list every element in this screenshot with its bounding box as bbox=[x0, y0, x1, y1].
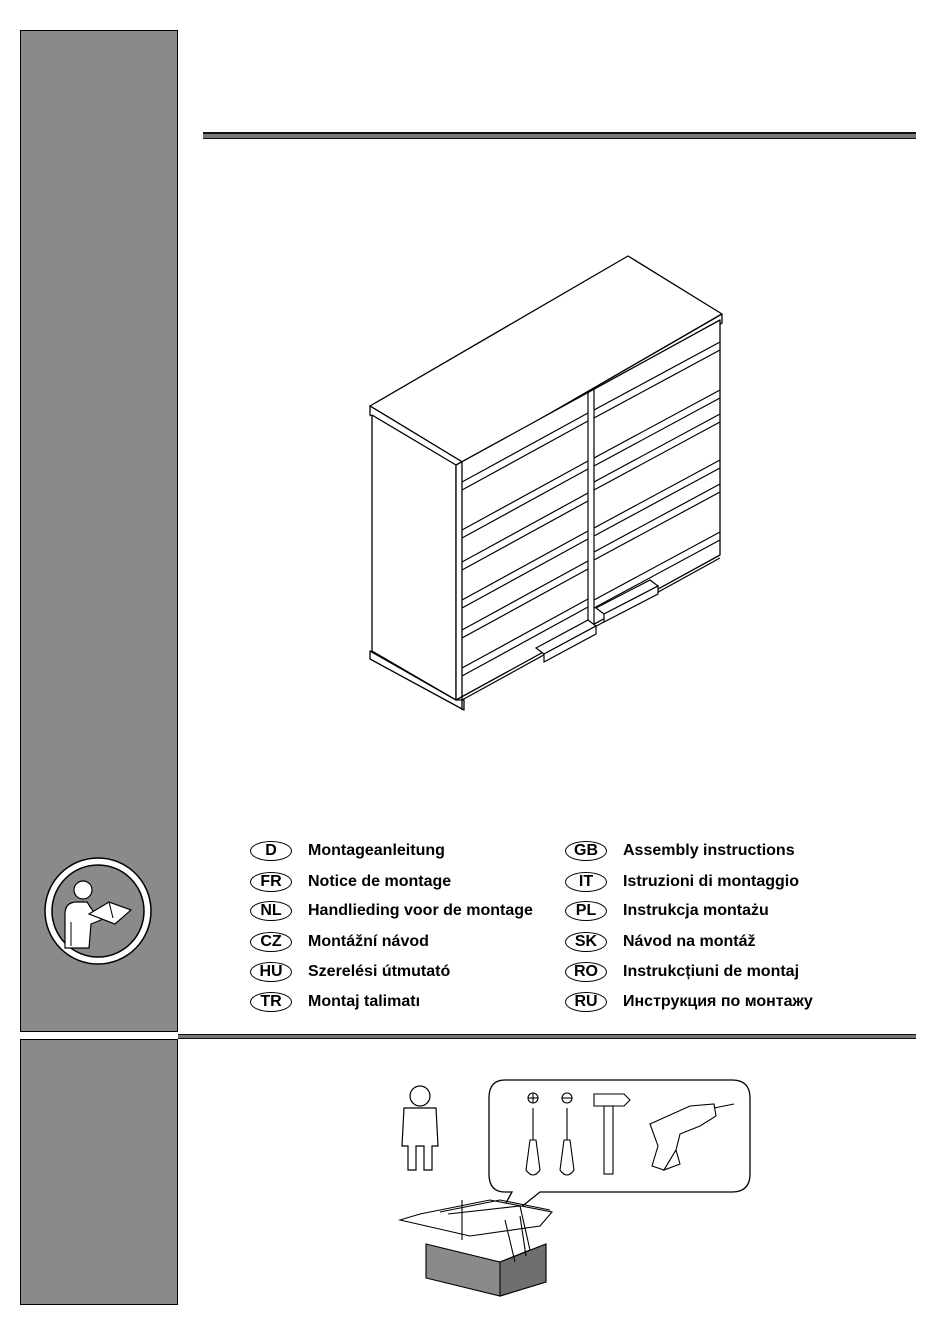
lang-title: Montážní návod bbox=[308, 933, 429, 950]
lang-code-badge: FR bbox=[250, 872, 292, 892]
lang-code-badge: IT bbox=[565, 872, 607, 892]
lang-title: Istruzioni di montaggio bbox=[623, 873, 799, 890]
lang-title: Handlieding voor de montage bbox=[308, 902, 533, 919]
lang-title: Assembly instructions bbox=[623, 842, 795, 859]
lang-code-badge: D bbox=[250, 841, 292, 861]
lang-title: Инструкция по монтажу bbox=[623, 993, 813, 1010]
lang-code-badge: SK bbox=[565, 932, 607, 952]
lang-code-badge: NL bbox=[250, 901, 292, 921]
lang-code-badge: RO bbox=[565, 962, 607, 982]
lang-code-badge: GB bbox=[565, 841, 607, 861]
lang-title: Instrukcja montażu bbox=[623, 902, 769, 919]
lang-title: Montageanleitung bbox=[308, 842, 445, 859]
lang-title: Notice de montage bbox=[308, 873, 452, 890]
lang-title: Instrukcțiuni de montaj bbox=[623, 963, 800, 980]
lang-title: Montaj talimatı bbox=[308, 993, 421, 1010]
lang-title: Szerelési útmutató bbox=[308, 963, 451, 980]
lang-code-badge: CZ bbox=[250, 932, 292, 952]
lang-code-badge: HU bbox=[250, 962, 292, 982]
lang-code-badge: RU bbox=[565, 992, 607, 1012]
lang-code-badge: PL bbox=[565, 901, 607, 921]
lang-code-badge: TR bbox=[250, 992, 292, 1012]
person-icon bbox=[402, 1086, 438, 1170]
lang-title: Návod na montáž bbox=[623, 933, 756, 950]
toolbox-icon bbox=[400, 1200, 552, 1296]
